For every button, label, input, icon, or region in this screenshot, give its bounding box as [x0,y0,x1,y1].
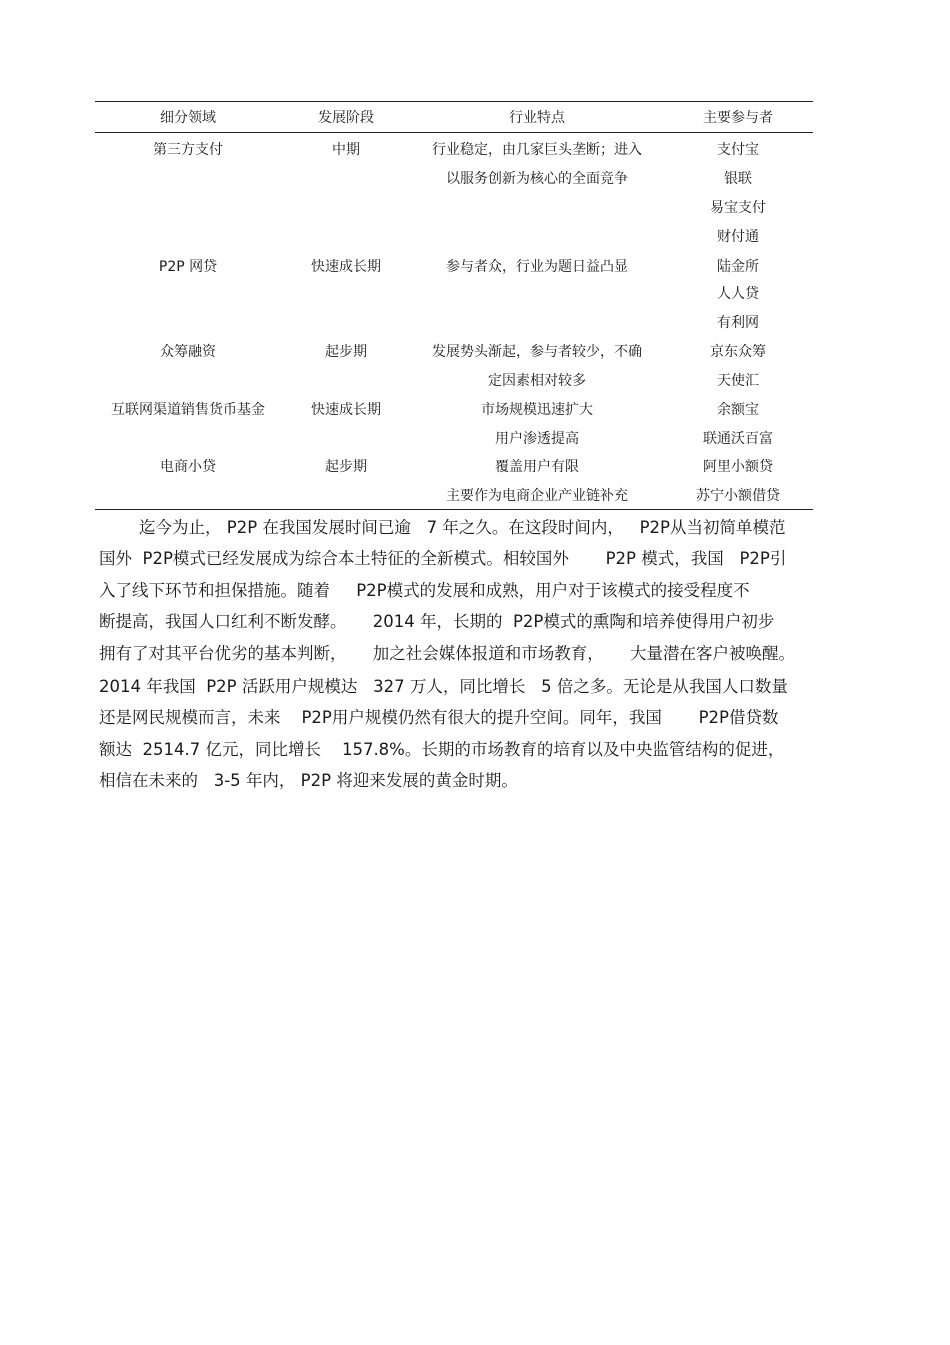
paragraph-line: 入了线下环节和担保措施。随着 P2P模式的发展和成熟，用户对于该模式的接受程度不 [99,581,750,600]
table-cell-feature: 发展势头渐起，参与者较少，不确 [432,344,642,360]
paragraph-line: 相信在未来的 3-5 年内， P2P 将迎来发展的黄金时期。 [99,771,518,790]
table-cell-player: 余额宝 [717,402,759,418]
table-cell-player: 京东众筹 [710,344,766,360]
paragraph-line: 额达 2514.7 亿元，同比增长 157.8%。长期的市场教育的培育以及中央监管结构的促进， [99,740,785,759]
table-cell-feature: 主要作为电商企业产业链补充 [446,488,628,504]
table-body [95,133,813,509]
table-header-row [95,102,813,133]
paragraph-line: 拥有了对其平台优劣的基本判断， 加之社会媒体报道和市场教育， 大量潜在客户被唤醒。 [99,644,795,663]
table-cell-player: 联通沃百富 [703,431,773,447]
table-cell-player: 苏宁小额借贷 [696,488,780,504]
table-cell-stage: 快速成长期 [311,402,381,418]
table-cell-area: 互联网渠道销售货币基金 [111,402,265,418]
table-cell-area: 第三方支付 [153,142,223,158]
table-cell-stage: 快速成长期 [311,259,381,275]
table-cell-area: 电商小贷 [160,459,216,475]
header-features: 行业特点 [509,110,565,126]
table-cell-feature: 市场规模迅速扩大 [481,402,593,418]
table-cell-area: P2P 网贷 [158,259,218,275]
table-cell-player: 易宝支付 [710,200,766,216]
table-cell-player: 天使汇 [717,373,759,389]
paragraph-line: 国外 P2P模式已经发展成为综合本土特征的全新模式。相较国外 P2P 模式，我国 P2P引 [99,549,787,568]
table-cell-player: 人人贷 [717,286,759,302]
table-cell-player: 财付通 [717,229,759,245]
table-cell-player: 银联 [724,171,752,187]
paragraph-line: 还是网民规模而言，未来 P2P用户规模仍然有很大的提升空间。同年，我国 P2P借贷数 [99,708,779,727]
table-cell-feature: 覆盖用户有限 [495,459,579,475]
table-cell-player: 支付宝 [717,142,759,158]
table-cell-feature: 定因素相对较多 [488,373,586,389]
header-area: 细分领域 [160,110,216,126]
table-cell-area: 众筹融资 [160,344,216,360]
table-cell-feature: 以服务创新为核心的全面竞争 [446,171,628,187]
table-cell-stage: 中期 [332,142,360,158]
table-cell-feature: 行业稳定，由几家巨头垄断；进入 [432,142,642,158]
table-cell-stage: 起步期 [325,459,367,475]
table-cell-player: 阿里小额贷 [703,459,773,475]
table-cell-stage: 起步期 [325,344,367,360]
table-cell-player: 陆金所 [717,259,759,275]
table-cell-feature: 用户渗透提高 [495,431,579,447]
header-stage: 发展阶段 [318,110,374,126]
internet-finance-table [95,101,813,510]
paragraph-line: 迄今为止， P2P 在我国发展时间已逾 7 年之久。在这段时间内， P2P从当初简单模范 [139,518,786,537]
table-cell-feature: 参与者众，行业为题日益凸显 [446,259,628,275]
table-cell-player: 有利网 [717,315,759,331]
header-players: 主要参与者 [703,110,773,126]
paragraph-line: 断提高，我国人口红利不断发酵。 2014 年，长期的 P2P模式的熏陶和培养使得用户初步 [99,612,775,631]
paragraph-line: 2014 年我国 P2P 活跃用户规模达 327 万人，同比增长 5 倍之多。无论是从我国人口数量 [99,677,788,696]
